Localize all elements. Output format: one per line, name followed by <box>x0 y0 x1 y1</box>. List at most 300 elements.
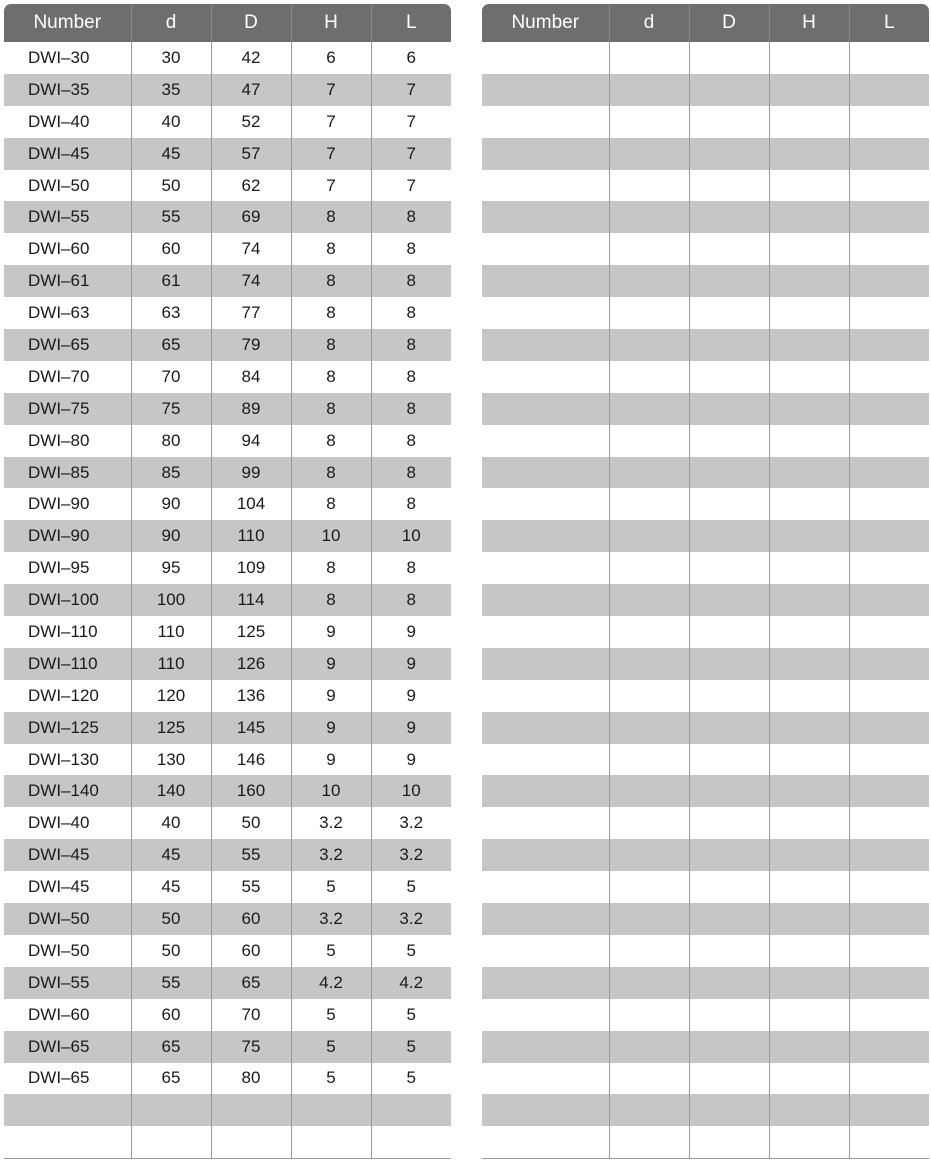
cell-D: 84 <box>211 361 291 393</box>
cell-d <box>609 616 689 648</box>
cell-D <box>689 680 769 712</box>
cell-d: 30 <box>131 42 211 74</box>
right-table <box>482 4 929 1159</box>
cell-H: 8 <box>291 265 371 297</box>
cell-H <box>769 297 849 329</box>
cell-number <box>482 1126 609 1158</box>
cell-d <box>609 903 689 935</box>
cell-number <box>482 903 609 935</box>
cell-D: 70 <box>211 999 291 1031</box>
cell-d <box>609 1094 689 1126</box>
table-row <box>4 361 451 393</box>
cell-number <box>482 329 609 361</box>
table-row <box>4 616 451 648</box>
cell-L: 8 <box>371 233 451 265</box>
cell-L: 3.2 <box>371 807 451 839</box>
cell-L <box>849 871 929 903</box>
cell-number: DWI–90 <box>28 494 90 514</box>
cell-number: DWI–120 <box>28 685 99 705</box>
cell-d: 50 <box>131 903 211 935</box>
cell-H: 3.2 <box>291 839 371 871</box>
table-row <box>482 1126 929 1158</box>
header-L: L <box>371 4 451 42</box>
header-L: L <box>849 4 929 42</box>
table-row <box>4 1063 451 1095</box>
cell-number: DWI–40 <box>28 813 90 833</box>
cell-d: 120 <box>131 680 211 712</box>
cell-L: 9 <box>371 744 451 776</box>
table-body <box>482 42 929 1159</box>
cell-H <box>769 935 849 967</box>
cell-L: 8 <box>371 265 451 297</box>
cell-D <box>689 457 769 489</box>
cell-number <box>482 488 609 520</box>
table-row <box>4 935 451 967</box>
cell-number <box>482 1031 609 1063</box>
cell-H: 8 <box>291 393 371 425</box>
cell-H <box>769 74 849 106</box>
table-row <box>482 233 929 265</box>
table-row <box>482 839 929 871</box>
cell-H <box>769 42 849 74</box>
table-row <box>482 1031 929 1063</box>
cell-number <box>482 201 609 233</box>
cell-d <box>609 552 689 584</box>
table-row <box>4 1094 451 1126</box>
cell-D: 42 <box>211 42 291 74</box>
cell-H: 7 <box>291 74 371 106</box>
cell-H <box>769 584 849 616</box>
cell-H: 8 <box>291 233 371 265</box>
table-row <box>4 680 451 712</box>
cell-L <box>849 999 929 1031</box>
cell-H: 8 <box>291 457 371 489</box>
cell-d <box>131 1126 211 1158</box>
cell-d: 95 <box>131 552 211 584</box>
cell-D <box>689 744 769 776</box>
cell-number: DWI–40 <box>28 111 90 131</box>
cell-number: DWI–75 <box>4 393 131 425</box>
cell-L: 10 <box>371 775 451 807</box>
table-row <box>482 648 929 680</box>
cell-D: 145 <box>211 712 291 744</box>
cell-H: 8 <box>291 425 371 457</box>
cell-number <box>482 871 609 903</box>
table-row <box>482 1094 929 1126</box>
cell-L <box>849 1126 929 1158</box>
cell-L: 5 <box>371 935 451 967</box>
cell-number <box>482 999 609 1031</box>
cell-d: 100 <box>131 584 211 616</box>
table-row <box>4 712 451 744</box>
cell-number: DWI–65 <box>4 329 131 361</box>
table-row <box>4 138 451 170</box>
table-row <box>4 393 451 425</box>
table-row <box>482 935 929 967</box>
cell-D <box>689 1063 769 1095</box>
table-row <box>482 584 929 616</box>
cell-d: 75 <box>131 393 211 425</box>
cell-H <box>769 520 849 552</box>
cell-L <box>849 393 929 425</box>
table-row <box>482 138 929 170</box>
cell-D: 94 <box>211 425 291 457</box>
cell-number <box>482 393 609 425</box>
table-row <box>4 106 451 138</box>
cell-D <box>689 871 769 903</box>
cell-D: 160 <box>211 775 291 807</box>
cell-L: 9 <box>371 648 451 680</box>
table-row <box>482 329 929 361</box>
table-row <box>4 297 451 329</box>
table-row <box>4 520 451 552</box>
cell-L: 5 <box>371 871 451 903</box>
cell-H: 10 <box>291 775 371 807</box>
cell-L: 3.2 <box>371 839 451 871</box>
cell-d <box>609 201 689 233</box>
cell-H <box>769 106 849 138</box>
cell-d: 85 <box>131 457 211 489</box>
table-row <box>4 74 451 106</box>
cell-H: 9 <box>291 616 371 648</box>
cell-L <box>849 775 929 807</box>
cell-d <box>609 361 689 393</box>
cell-d: 50 <box>131 935 211 967</box>
cell-L: 8 <box>371 457 451 489</box>
cell-d: 80 <box>131 425 211 457</box>
cell-L <box>849 106 929 138</box>
table-row <box>4 425 451 457</box>
cell-L <box>849 74 929 106</box>
cell-H <box>291 1126 371 1158</box>
table-row <box>482 680 929 712</box>
table-row <box>482 488 929 520</box>
cell-number: DWI–45 <box>4 138 131 170</box>
table-row <box>482 616 929 648</box>
cell-L: 7 <box>371 170 451 202</box>
cell-D <box>689 616 769 648</box>
cell-L <box>849 329 929 361</box>
cell-L <box>849 361 929 393</box>
cell-D: 126 <box>211 648 291 680</box>
table-row <box>4 488 451 520</box>
cell-number <box>482 807 609 839</box>
table-row <box>482 712 929 744</box>
table-row <box>482 520 929 552</box>
cell-H <box>769 1031 849 1063</box>
cell-L <box>849 233 929 265</box>
cell-H: 5 <box>291 871 371 903</box>
cell-d: 63 <box>131 297 211 329</box>
cell-number <box>482 552 609 584</box>
cell-d: 55 <box>131 201 211 233</box>
cell-D: 89 <box>211 393 291 425</box>
header-number: Number <box>482 4 609 42</box>
cell-D <box>689 648 769 680</box>
table-row <box>4 265 451 297</box>
cell-number: DWI–95 <box>28 558 90 578</box>
cell-d: 110 <box>131 616 211 648</box>
cell-L <box>849 903 929 935</box>
table-row <box>482 744 929 776</box>
cell-D <box>689 999 769 1031</box>
left-table <box>4 4 451 1159</box>
table-row <box>4 807 451 839</box>
cell-number: DWI–35 <box>4 74 131 106</box>
cell-d: 90 <box>131 520 211 552</box>
cell-D <box>689 425 769 457</box>
table-row <box>482 265 929 297</box>
table-row <box>482 552 929 584</box>
cell-d <box>609 807 689 839</box>
cell-d <box>609 520 689 552</box>
cell-H: 5 <box>291 999 371 1031</box>
cell-d: 55 <box>131 967 211 999</box>
cell-D <box>689 138 769 170</box>
cell-number: DWI–140 <box>4 775 131 807</box>
cell-H: 8 <box>291 297 371 329</box>
cell-H <box>769 712 849 744</box>
cell-d <box>609 1126 689 1158</box>
cell-number: DWI–55 <box>4 201 131 233</box>
cell-L <box>849 1094 929 1126</box>
cell-number <box>482 265 609 297</box>
table-row <box>4 201 451 233</box>
cell-D <box>689 329 769 361</box>
cell-L <box>849 584 929 616</box>
cell-number <box>482 584 609 616</box>
cell-d: 60 <box>131 233 211 265</box>
cell-L: 7 <box>371 106 451 138</box>
cell-D <box>689 552 769 584</box>
cell-H: 5 <box>291 1031 371 1063</box>
table-row <box>482 903 929 935</box>
cell-D <box>689 584 769 616</box>
cell-H: 8 <box>291 552 371 584</box>
cell-number: DWI–125 <box>4 712 131 744</box>
table-row <box>4 1031 451 1063</box>
cell-L <box>849 201 929 233</box>
cell-number: DWI–110 <box>4 648 131 680</box>
cell-H: 8 <box>291 329 371 361</box>
cell-number: DWI–30 <box>28 47 90 67</box>
cell-d: 45 <box>131 138 211 170</box>
table-row <box>4 1126 451 1158</box>
cell-D: 80 <box>211 1063 291 1095</box>
cell-H <box>769 744 849 776</box>
cell-D <box>689 935 769 967</box>
cell-d: 70 <box>131 361 211 393</box>
cell-d <box>609 138 689 170</box>
cell-d <box>609 871 689 903</box>
cell-H <box>769 488 849 520</box>
cell-d <box>609 839 689 871</box>
cell-D <box>689 74 769 106</box>
cell-d: 50 <box>131 170 211 202</box>
cell-D <box>689 106 769 138</box>
cell-number: DWI–130 <box>28 749 99 769</box>
cell-H <box>769 425 849 457</box>
cell-d <box>131 1094 211 1126</box>
table-row <box>4 233 451 265</box>
cell-H: 5 <box>291 935 371 967</box>
cell-L <box>849 680 929 712</box>
cell-H <box>769 1126 849 1158</box>
cell-number <box>482 839 609 871</box>
cell-d: 140 <box>131 775 211 807</box>
cell-L: 3.2 <box>371 903 451 935</box>
cell-H: 9 <box>291 648 371 680</box>
cell-L: 8 <box>371 361 451 393</box>
cell-D: 50 <box>211 807 291 839</box>
cell-H <box>291 1094 371 1126</box>
cell-number: DWI–80 <box>28 430 90 450</box>
cell-number <box>482 297 609 329</box>
cell-L <box>849 297 929 329</box>
cell-number <box>482 138 609 170</box>
cell-number <box>482 1094 609 1126</box>
cell-D: 47 <box>211 74 291 106</box>
cell-D <box>689 42 769 74</box>
cell-number <box>482 935 609 967</box>
cell-H: 9 <box>291 744 371 776</box>
cell-d <box>609 233 689 265</box>
cell-L: 8 <box>371 329 451 361</box>
header-number: Number <box>4 4 131 42</box>
cell-number <box>482 74 609 106</box>
table-header <box>482 4 929 42</box>
cell-D: 104 <box>211 488 291 520</box>
cell-D <box>689 361 769 393</box>
cell-D <box>689 170 769 202</box>
cell-D <box>689 712 769 744</box>
cell-H: 7 <box>291 170 371 202</box>
cell-D <box>689 903 769 935</box>
cell-number <box>482 42 609 74</box>
cell-d: 40 <box>131 106 211 138</box>
cell-d <box>609 265 689 297</box>
cell-number: DWI–50 <box>28 175 90 195</box>
cell-D: 60 <box>211 935 291 967</box>
cell-d: 45 <box>131 871 211 903</box>
cell-number: DWI–65 <box>4 1031 131 1063</box>
cell-L <box>849 42 929 74</box>
cell-L <box>849 839 929 871</box>
table-row <box>482 999 929 1031</box>
table-row <box>4 457 451 489</box>
cell-L <box>849 1063 929 1095</box>
cell-L: 4.2 <box>371 967 451 999</box>
header-H: H <box>769 4 849 42</box>
table-row <box>4 903 451 935</box>
cell-L: 7 <box>371 74 451 106</box>
cell-D: 136 <box>211 680 291 712</box>
cell-L: 9 <box>371 616 451 648</box>
cell-H <box>769 775 849 807</box>
cell-H <box>769 999 849 1031</box>
table-row <box>4 999 451 1031</box>
cell-H <box>769 393 849 425</box>
cell-L <box>849 744 929 776</box>
cell-L <box>849 552 929 584</box>
cell-D <box>689 393 769 425</box>
cell-D: 74 <box>211 265 291 297</box>
cell-H <box>769 871 849 903</box>
cell-H <box>769 361 849 393</box>
cell-D: 125 <box>211 616 291 648</box>
table-row <box>4 42 451 74</box>
cell-H <box>769 807 849 839</box>
cell-L <box>849 1031 929 1063</box>
table-row <box>4 744 451 776</box>
cell-d <box>609 935 689 967</box>
table-row <box>482 42 929 74</box>
cell-number: DWI–60 <box>28 239 90 259</box>
cell-H <box>769 1063 849 1095</box>
cell-D: 55 <box>211 839 291 871</box>
cell-D <box>689 807 769 839</box>
cell-H <box>769 138 849 170</box>
cell-d <box>609 744 689 776</box>
cell-number <box>4 1094 131 1126</box>
cell-D: 114 <box>211 584 291 616</box>
cell-L <box>849 807 929 839</box>
cell-L <box>371 1126 451 1158</box>
table-row <box>482 967 929 999</box>
cell-H <box>769 648 849 680</box>
cell-H: 4.2 <box>291 967 371 999</box>
table-row <box>482 74 929 106</box>
cell-d <box>609 457 689 489</box>
cell-L <box>849 170 929 202</box>
cell-d <box>609 1031 689 1063</box>
cell-number <box>482 233 609 265</box>
cell-D <box>689 488 769 520</box>
header-D: D <box>689 4 769 42</box>
cell-D: 110 <box>211 520 291 552</box>
cell-number <box>482 616 609 648</box>
table-row <box>482 297 929 329</box>
cell-L: 6 <box>371 42 451 74</box>
table-row <box>4 648 451 680</box>
cell-D <box>689 967 769 999</box>
cell-d <box>609 584 689 616</box>
cell-number <box>482 170 609 202</box>
table-row <box>4 967 451 999</box>
table-row <box>4 839 451 871</box>
table-body <box>4 42 451 1159</box>
cell-number <box>482 648 609 680</box>
cell-d: 130 <box>131 744 211 776</box>
cell-L: 5 <box>371 1031 451 1063</box>
table-row <box>482 1063 929 1095</box>
table-header <box>4 4 451 42</box>
table-row <box>4 329 451 361</box>
cell-number <box>482 361 609 393</box>
cell-D <box>689 839 769 871</box>
cell-H: 10 <box>291 520 371 552</box>
cell-d <box>609 393 689 425</box>
cell-number <box>482 1063 609 1095</box>
cell-d <box>609 297 689 329</box>
cell-D <box>211 1094 291 1126</box>
cell-D <box>689 265 769 297</box>
table-row <box>482 201 929 233</box>
cell-D <box>689 297 769 329</box>
cell-number <box>482 457 609 489</box>
cell-L <box>849 425 929 457</box>
cell-D: 62 <box>211 170 291 202</box>
